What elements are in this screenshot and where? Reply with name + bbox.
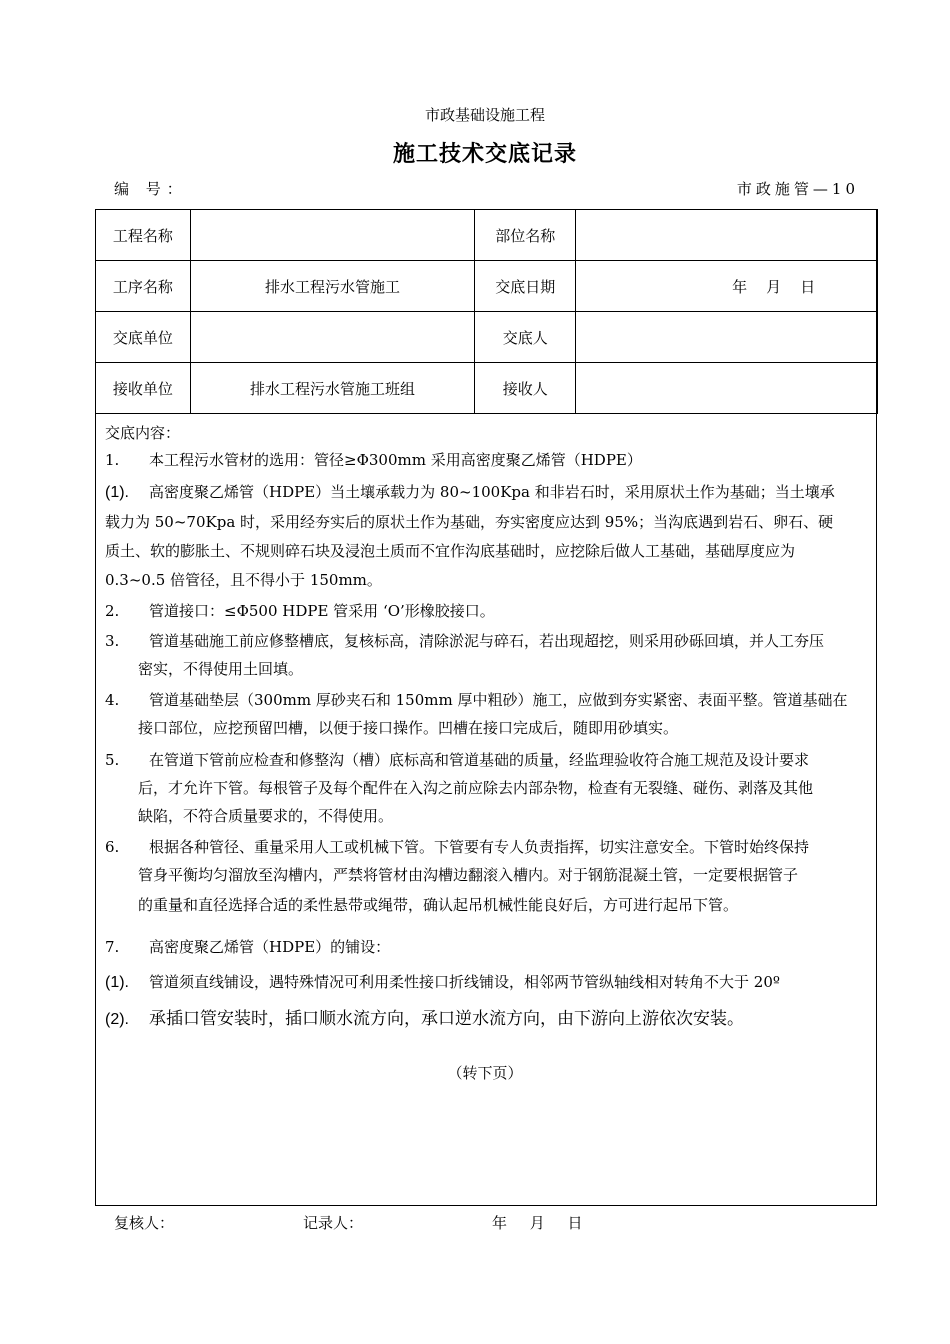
list-item — [105, 628, 824, 654]
item-number: (2). — [105, 1011, 129, 1028]
receiver-value — [576, 363, 878, 414]
item-number: 1. — [105, 451, 120, 469]
item-text: 承插口管安装时，插口顺水流方向，承口逆水流方向，由下游向上游依次安装。 — [149, 1009, 744, 1029]
briefing-date-label: 交底日期 — [475, 261, 576, 312]
item-text: 管道须直线铺设，遇特殊情况可利用柔性接口折线铺设，相邻两节管纵轴线相对转角不大于 20º — [149, 973, 780, 991]
process-name-value: 排水工程污水管施工 — [190, 261, 474, 312]
item-number: 5. — [105, 751, 120, 769]
item-number: 6. — [105, 838, 120, 856]
content-heading: 交底内容： — [105, 424, 181, 442]
list-item — [105, 598, 495, 624]
section-name-label: 部位名称 — [475, 210, 576, 261]
item-text: 根据各种管径、重量采用人工或机械下管。下管要有专人负责指挥，切实注意安全。下管时始终保持 — [149, 838, 810, 856]
briefing-unit-label: 交底单位 — [96, 312, 191, 363]
table-row — [96, 210, 878, 261]
recorder-label: 记录人： — [303, 1214, 364, 1232]
list-item — [105, 1006, 744, 1033]
list-item — [105, 447, 642, 473]
item-text: 高密度聚乙烯管（HDPE）的铺设： — [149, 938, 391, 956]
item-text: 载力为 50~70Kpa 时，采用经夯实后的原状土作为基础，夯实密度应达到 95%；当沟底遇到岩石、卵石、硬 — [105, 513, 834, 531]
table-row — [96, 261, 878, 312]
item-number: 2. — [105, 602, 120, 620]
receiving-unit-label: 接收单位 — [96, 363, 191, 414]
item-text: 后，才允许下管。每根管子及每个配件在入沟之前应除去内部杂物，检查有无裂缝、碰伤、剥落及其他 — [138, 779, 814, 797]
item-text: 缺陷，不符合质量要求的，不得使用。 — [138, 807, 394, 825]
item-text: 密实，不得使用土回填。 — [138, 660, 304, 678]
continue-note: （转下页） — [447, 1064, 523, 1082]
item-number: 7. — [105, 938, 120, 956]
item-text: 的重量和直径选择合适的柔性悬带或绳带，确认起吊机械性能良好后，方可进行起吊下管。 — [138, 896, 739, 914]
list-item — [105, 969, 780, 996]
item-text: 管身平衡均匀溜放至沟槽内，严禁将管材由沟槽边翻滚入槽内。对于钢筋混凝土管，一定要根据管子 — [138, 866, 799, 884]
item-text: 质土、软的膨胀土、不规则碎石块及浸泡土质而不宜作沟底基础时，应挖除后做人工基础，基础厚度应为 — [105, 542, 796, 560]
item-text: 管道接口：≤Φ500 HDPE 管采用 ‘O’形橡胶接口。 — [149, 602, 495, 620]
briefer-label: 交底人 — [475, 312, 576, 363]
item-number: 3. — [105, 632, 120, 650]
code-label: 编 号： — [114, 180, 188, 198]
footer-date: 年 月 日 — [492, 1214, 583, 1232]
item-text: 管道基础垫层（300mm 厚砂夹石和 150mm 厚中粗砂）施工，应做到夯实紧密、表面平整。管道基础在 — [149, 691, 848, 709]
receiver-label: 接收人 — [475, 363, 576, 414]
table-row — [96, 363, 878, 414]
briefing-date-value: 年 月 日 — [576, 261, 878, 312]
briefer-value — [576, 312, 878, 363]
item-text: 在管道下管前应检查和修整沟（槽）底标高和管道基础的质量，经监理验收符合施工规范及设计要求 — [149, 751, 810, 769]
item-number: 4. — [105, 691, 120, 709]
process-name-label: 工序名称 — [96, 261, 191, 312]
item-number: (1). — [105, 484, 129, 501]
item-text: 管道基础施工前应修整槽底，复核标高，清除淤泥与碎石，若出现超挖，则采用砂砾回填，并人工夯压 — [149, 632, 825, 650]
project-name-label: 工程名称 — [96, 210, 191, 261]
item-text: 0.3~0.5 倍管径，且不得小于 150mm。 — [105, 571, 382, 589]
item-text: 接口部位，应挖预留凹槽，以便于接口操作。凹槽在接口完成后，随即用砂填实。 — [138, 719, 679, 737]
document-subtitle: 市政基础设施工程 — [424, 106, 545, 124]
section-name-value — [576, 210, 878, 261]
list-item — [105, 479, 835, 506]
reviewer-label: 复核人： — [114, 1214, 175, 1232]
info-table — [95, 209, 878, 414]
item-text: 本工程污水管材的选用：管径≥Φ300mm 采用高密度聚乙烯管（HDPE） — [149, 451, 642, 469]
list-item — [105, 934, 390, 960]
list-item — [105, 834, 809, 860]
code-value: 市政施管—10 — [736, 180, 859, 198]
item-text: 高密度聚乙烯管（HDPE）当土壤承载力为 80~100Kpa 和非岩石时，采用原状土作为基础；当土壤承 — [149, 483, 835, 501]
list-item — [105, 687, 847, 713]
list-item — [105, 747, 809, 773]
table-row — [96, 312, 878, 363]
receiving-unit-value: 排水工程污水管施工班组 — [190, 363, 474, 414]
document-title: 施工技术交底记录 — [392, 141, 577, 167]
item-number: (1). — [105, 974, 129, 991]
briefing-unit-value — [190, 312, 474, 363]
project-name-value — [190, 210, 474, 261]
